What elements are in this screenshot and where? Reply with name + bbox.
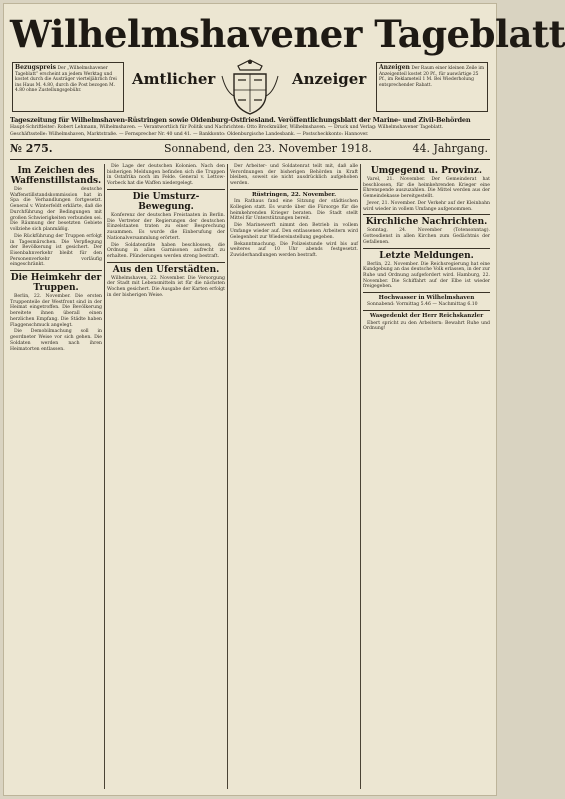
article-paragraph: Jever, 21. November. Der Verkehr auf der Kleinbahn wird wieder in vollem Umfange aufgenommen. [363,201,490,212]
advertising-rates-text: Der Raum einer kleinen Zeile im Anzeigenteil kostet 20 Pf., für auswärtige 25 Pf., im Reklameteil 1 M. Bei Wiederholung entsprechender Rabatt. [379,66,484,88]
divider [363,310,490,311]
dateline-rule [10,159,490,160]
column-4 [363,164,490,789]
article-paragraph: Die deutsche Waffenstillstandskommission hat in Spa die Verhandlungen fortgesetzt. General v. Winterfeldt erklärte, daß die Durchführung der Bedingungen mit großen Schwierigkeiten verbunden sei. Die Räumung der besetzten Gebiete vollziehe sich planmäßig. [10,187,102,232]
article-paragraph: Die Marinewerft nimmt den Betrieb in vollem Umfange wieder auf. Den entlassenen Arbeitern wird Gelegenheit zur Wiedereinstellung gegeben. [230,223,358,240]
amtlicher-label: Amtlicher [132,70,216,88]
article-paragraph: Wilhelmshaven, 22. November. Die Versorgung der Stadt mit Lebensmitteln ist für die nächsten Wochen gesichert. Die Ausgabe der Karten erfolgt in der bisherigen Weise. [107,275,225,298]
article-heading: Letzte Meldungen. [379,250,474,261]
article-heading: Die Heimkehr der Truppen. [10,273,102,294]
divider [107,189,225,190]
article-heading: Umgegend u. Provinz. [370,166,483,176]
article-paragraph: Ebert spricht zu den Arbeitern: Bewahrt Ruhe und Ordnung! [363,320,490,332]
anzeiger-label: Anzeiger [292,70,367,88]
article-paragraph: Der Arbeiter- und Soldatenrat teilt mit, daß alle Verordnungen der bisherigen Behörden in Kraft bleiben, soweit sie nicht ausdrücklich aufgehoben werden. [230,164,358,187]
divider [363,248,490,249]
contact-line: Geschäftsstelle: Wilhelmshaven, Marktstraße. — Fernsprecher Nr. 40 und 41. — Bankkonto: Oldenburgische Landesbank. — Postscheckkonto: Hannover. [10,132,369,137]
issue-number: № 275. [10,142,53,155]
article-paragraph: Im Rathaus fand eine Sitzung der städtischen Kollegien statt. Es wurde über die Fürsorge für die heimkehrenden Krieger beraten. Die Stadt stellt Mittel für Unterstützungen bereit. [230,199,358,222]
article-heading: Rüstringen, 22. November. [251,191,337,198]
column-divider [104,164,105,789]
subscription-price-title: Bezugspreis [15,64,57,71]
column-divider [227,164,228,789]
article-heading: Im Zeichen des Waffenstillstands. [10,166,102,186]
article-paragraph: Berlin, 22. November. Die ersten Truppenteile der Westfront sind in der Heimat eingetroffen. Die Bevölkerung bereitete ihnen überall einen herzlichen Empfang. Die Städte haben Flaggenschmuck angelegt. [10,294,102,328]
subscription-price-box [12,62,124,112]
divider [107,262,225,263]
article-heading: Die Umsturz-Bewegung. [132,191,200,212]
article-heading: Kirchliche Nachrichten. [365,217,488,228]
tide-table-text: Sonnabend: Vormittag 5.46 — Nachmittag 6.10 [367,302,478,308]
volume-year: 44. Jahrgang. [412,142,488,155]
article-paragraph: Die Demobilmachung soll in geordneter Weise vor sich gehen. Die Soldaten werden nach ihren Heimatorten entlassen. [10,329,102,352]
divider [10,270,102,271]
masthead [10,12,565,112]
column-2 [107,164,225,789]
coat-of-arms-icon [212,56,288,118]
article-heading: Wasgedenkt der Herr Reichskanzler [369,313,484,320]
issue-date: Sonnabend, den 23. November 1918. [164,142,372,155]
divider [363,214,490,215]
article-paragraph: Varel, 21. November. Der Gemeinderat hat beschlossen, für die heimkehrenden Krieger eine Ehrenspende auszuzahlen. Die Mittel werden aus der Gemeindekasse bereitgestellt. [363,177,490,200]
advertising-rates-box [376,62,488,112]
newspaper-page [4,4,565,795]
advertising-rates-title: Anzeigen [379,64,410,71]
dateline [10,142,490,158]
article-paragraph: Bekanntmachung. Die Polizeistunde wird bis auf weiteres auf 10 Uhr abends festgesetzt. Zuwiderhandlungen werden bestraft. [230,241,358,258]
staff-line: Haupt-Schriftleiter: Robert Lehmann, Wilhelmshaven. — Verantwortlich für Politik und Nachrichten: Otto Brockmüller, Wilhelmshaven. — Druck und Verlag: Wilhelmshavener Tageblatt. [10,125,444,130]
top-rule [10,139,490,140]
newspaper-title: Wilhelmshavener Tageblatt [10,12,565,56]
article-heading: Aus den Uferstädten. [112,264,220,275]
column-3 [230,164,358,789]
article-paragraph: Die Rückführung der Truppen erfolgt in Tagesmärschen. Die Verpflegung der Bevölkerung ist gesichert. Der Eisenbahnverkehr bleibt für den Personenverkehr vorläufig eingeschränkt. [10,233,102,268]
column-divider [360,164,361,789]
subscription-price-text: Der „Wilhelmshavener Tageblatt“ erscheint an jedem Werktag und kostet durch die Austräger vierteljährlich frei ins Haus M. 4.80, durch die Post bezogen M. 4.80 ohne Zustellungsgebühr. [15,66,117,94]
article-paragraph: Berlin, 22. November. Die Reichsregierung hat eine Kundgebung an das deutsche Volk erlassen, in der zur Ruhe und Ordnung aufgefordert wird. Hamburg, 22. November. Die Schiffahrt auf der Elbe ist wieder freigegeben. [363,261,490,290]
article-paragraph: Die Lage der deutschen Kolonien. Nach den bisherigen Meldungen befinden sich die Truppen in Ostafrika noch im Felde. General v. Lettow-Vorbeck hat die Waffen niedergelegt. [107,164,225,187]
article-paragraph: Konferenz der deutschen Freistaaten in Berlin. Die Vertreter der Regierungen der deutschen Einzelstaaten traten zu einer Besprechung zusammen. Es wurde die Einberufung der Nationalversammlung erörtert. [107,212,225,241]
column-1 [10,164,102,789]
newspaper-subtitle: Tageszeitung für Wilhelmshaven-Rüstringen sowie Oldenburg-Ostfriesland. Veröffentlichungsblatt der Marine- und Zivil-Behörden [10,116,471,124]
divider [363,292,490,293]
article-paragraph: Sonntag, 24. November (Totensonntag). Gottesdienst in allen Kirchen zum Gedächtnis der Gefallenen. [363,228,490,245]
tide-table-heading: Hochwasser in Wilhelmshaven [378,295,475,302]
article-paragraph: Die Soldatenräte haben beschlossen, die Ordnung in allen Garnisonen aufrecht zu erhalten. Plünderungen werden streng bestraft. [107,242,225,259]
divider [230,189,358,190]
